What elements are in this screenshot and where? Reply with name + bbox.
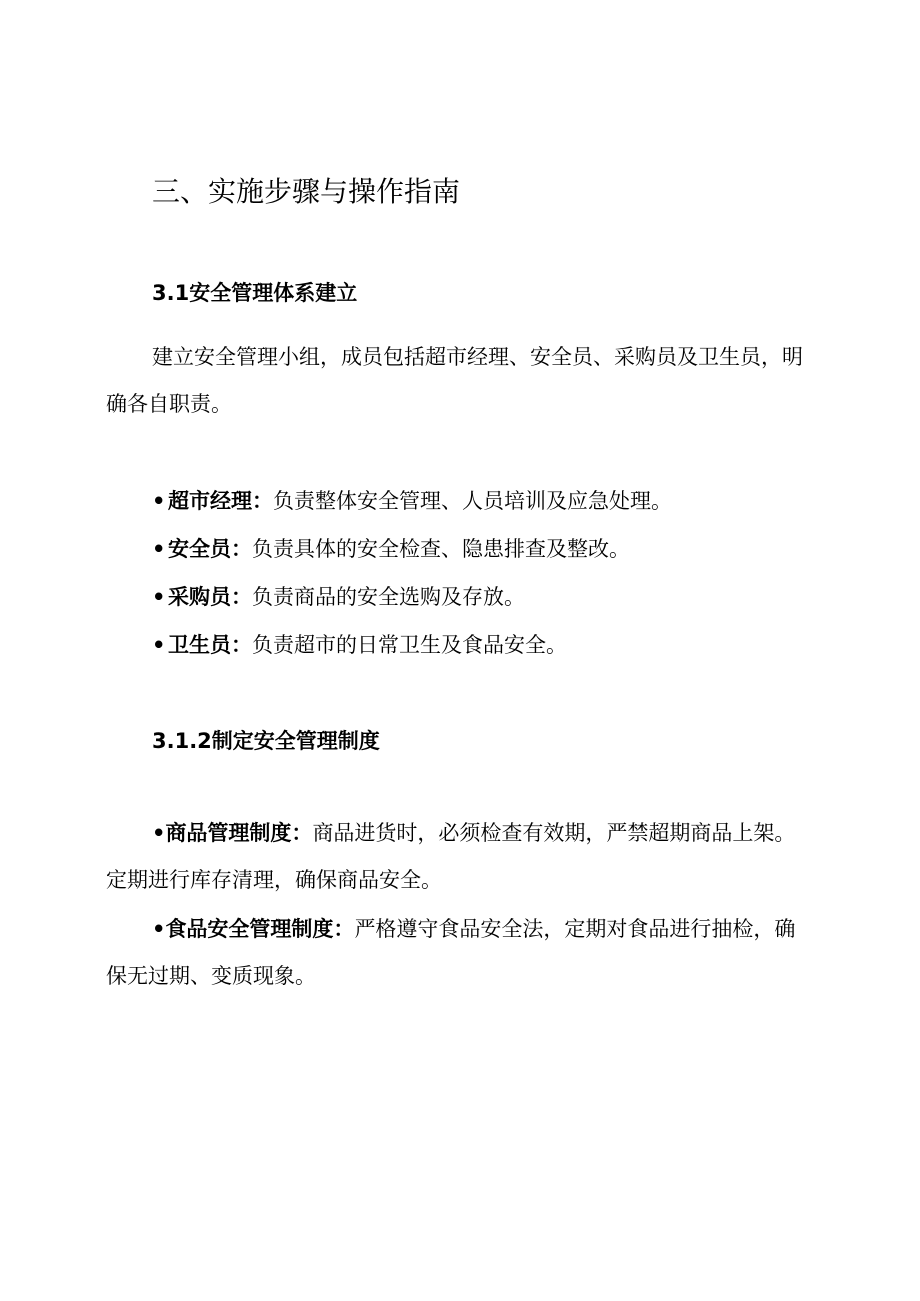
role-term: 卫生员： xyxy=(168,633,252,657)
role-term: 安全员： xyxy=(168,537,252,561)
rule-desc: 严格遵守食品安全法，定期对食品进行抽检，确保无过期、变质现象。 xyxy=(106,917,796,988)
subsection-heading-3-1-2: 3.1.2制定安全管理制度 xyxy=(152,729,380,753)
intro-paragraph: 建立安全管理小组，成员包括超市经理、安全员、采购员及卫生员，明确各自职责。 xyxy=(106,345,803,416)
role-desc: 负责整体安全管理、人员培训及应急处理。 xyxy=(273,489,672,513)
role-term: 超市经理： xyxy=(168,489,273,513)
role-desc: 负责超市的日常卫生及食品安全。 xyxy=(252,633,567,657)
role-item-safety-officer xyxy=(152,534,630,564)
bullet-icon: • xyxy=(152,585,166,609)
role-desc: 负责具体的安全检查、隐患排查及整改。 xyxy=(252,537,630,561)
role-item-sanitation xyxy=(152,630,567,660)
rule-item-food-safety xyxy=(106,906,806,1000)
bullet-icon: • xyxy=(152,821,166,845)
role-desc: 负责商品的安全选购及存放。 xyxy=(252,585,525,609)
rule-term: 商品管理制度： xyxy=(165,821,313,845)
bullet-icon: • xyxy=(152,489,166,513)
rule-item-goods xyxy=(106,810,806,904)
bullet-icon: • xyxy=(152,917,166,941)
bullet-icon: • xyxy=(152,537,166,561)
section-title: 三、实施步骤与操作指南 xyxy=(152,175,461,208)
role-item-purchaser xyxy=(152,582,525,612)
role-term: 采购员： xyxy=(168,585,252,609)
bullet-icon: • xyxy=(152,633,166,657)
role-item-manager xyxy=(152,486,672,516)
rule-desc: 商品进货时，必须检查有效期，严禁超期商品上架。定期进行库存清理，确保商品安全。 xyxy=(106,821,796,892)
rule-term: 食品安全管理制度： xyxy=(165,917,355,941)
subsection-heading-3-1: 3.1安全管理体系建立 xyxy=(152,281,358,305)
